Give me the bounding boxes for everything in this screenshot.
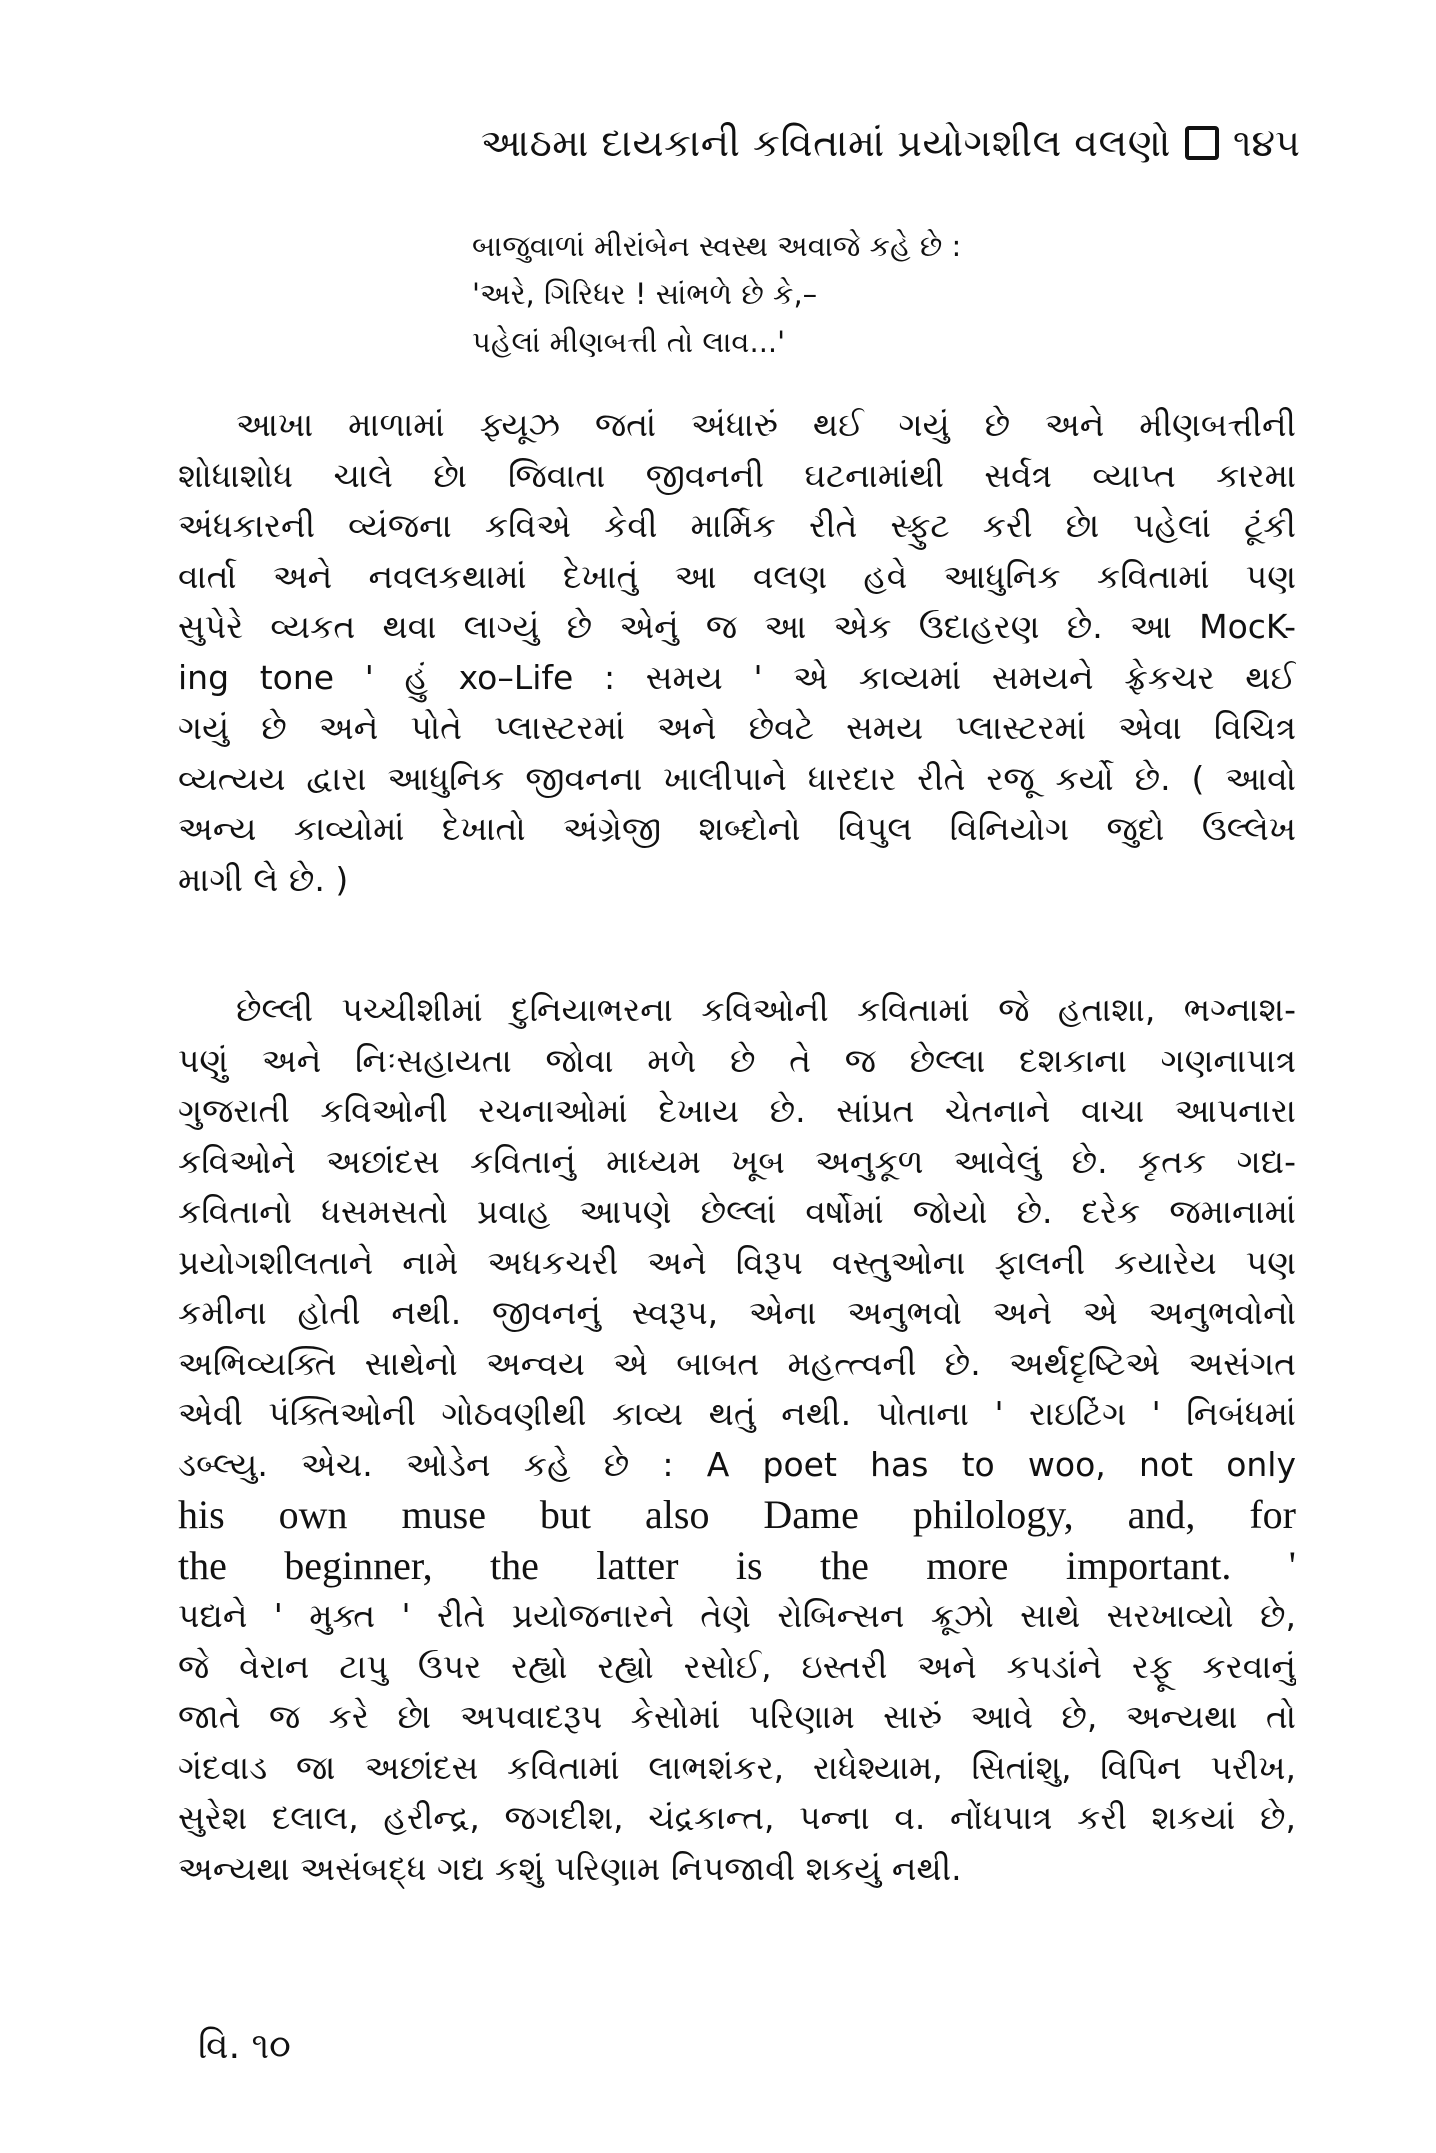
text-line: પદ્યને ' મુક્ત ' રીતે પ્રયોજનારને તેણે રોબિન્સન ક્રૂઝો સાથે સરખાવ્યો છે, xyxy=(178,1596,1296,1635)
text-line: ડબ્લ્યુ. એચ. ઓડેન કહે છે : A poet has to woo, not only xyxy=(178,1444,1296,1484)
text-line: માગી લે છે. ) xyxy=(178,859,349,899)
text-line: એવી પંક્તિઓની ગોઠવણીથી કાવ્ય થતું નથી. પોતાના ' રાઇટિંગ ' નિબંધમાં xyxy=(178,1394,1296,1433)
quote-line: બાજુવાળાં મીરાંબેન સ્વસ્થ અવાજે કહે છે : xyxy=(472,229,962,263)
text-line: ગુજરાતી કવિઓની રચનાઓમાં દેખાય છે. સાંપ્રત ચેતનાને વાચા આપનારા xyxy=(178,1091,1296,1130)
paragraph-2 xyxy=(178,985,1296,1995)
signature-mark: વિ. ૧૦ xyxy=(198,2026,291,2067)
text-line: શોધાશોધ ચાલે છે। જિવાતા જીવનની ઘટનામાંથી સર્વત્ર વ્યાપ્ત કારમા xyxy=(178,455,1296,495)
text-line: અંધકારની વ્યંજના કવિએ કેવી માર્મિક રીતે સ્ફુટ કરી છે। પહેલાં ટૂંકી xyxy=(178,506,1296,545)
text-line: જાતે જ કરે છે। અપવાદરૂપ કેસોમાં પરિણામ સારું આવે છે, અન્યથા તો xyxy=(178,1697,1296,1736)
page-number: ૧૪૫ xyxy=(1232,121,1300,165)
square-ornament-icon xyxy=(1185,126,1219,160)
text-line: વાર્તા અને નવલકથામાં દેખાતું આ વલણ હવે આધુનિક કવિતામાં પણ xyxy=(178,556,1296,596)
text-line: જે વેરાન ટાપુ ઉપર રહ્યો રહ્યો રસોઈ, ઇસ્તરી અને કપડાંને રફૂ કરવાનું xyxy=(178,1646,1296,1686)
running-header xyxy=(420,118,1300,168)
text-line: કવિઓને અછાંદસ કવિતાનું માધ્યમ ખૂબ અનુકૂળ આવેલું છે. કૃતક ગદ્ય- xyxy=(178,1141,1296,1181)
text-line: ગંદવાડ જ। અછાંદસ કવિતામાં લાભશંકર, રાધેશ્યામ, સિતાંશુ, વિપિન પરીખ, xyxy=(178,1747,1296,1787)
chapter-title: આઠમા દાયકાની કવિતામાં પ્રયોગશીલ વલણો xyxy=(480,121,1171,165)
text-line: આખા માળામાં ફ્યૂઝ જતાં અંધારું થઈ ગયું છે અને મીણબત્તીની xyxy=(236,405,1296,444)
text-line: અન્યથા અસંબદ્ધ ગદ્ય કશું પરિણામ નિપજાવી શકયું નથી. xyxy=(178,1848,962,1888)
text-line-english: his own muse but also Dame philology, and, for xyxy=(178,1492,1296,1537)
quote-line: પહેલાં મીણબત્તી તો લાવ...' xyxy=(472,325,786,359)
text-line: સુરેશ દલાલ, હરીન્દ્ર, જગદીશ, ચંદ્રકાન્ત, પન્ના વ. નોંધપાત્ર કરી શકયાં છે, xyxy=(178,1798,1296,1837)
text-line-english: the beginner, the latter is the more important. ' xyxy=(178,1542,1296,1588)
paragraph-1 xyxy=(178,400,1296,960)
text-line: વ્યત્યય દ્વારા આધુનિક જીવનના ખાલીપાને ધારદાર રીતે રજૂ કર્યો છે. ( આવો xyxy=(178,758,1296,798)
text-line: અન્ય કાવ્યોમાં દેખાતો અંગ્રેજી શબ્દોનો વિપુલ વિનિયોગ જુદો ઉલ્લેખ xyxy=(178,809,1296,848)
text-line: કમીના હોતી નથી. જીવનનું સ્વરૂપ, એના અનુભવો અને એ અનુભવોનો xyxy=(178,1293,1296,1332)
text-line: સુપેરે વ્યકત થવા લાગ્યું છે એનું જ આ એક ઉદાહરણ છે. આ MocK- xyxy=(178,607,1296,646)
text-line: કવિતાનો ધસમસતો પ્રવાહ આપણે છેલ્લાં વર્ષોમાં જોયો છે. દરેક જમાનામાં xyxy=(178,1192,1296,1231)
block-quote xyxy=(472,222,1172,366)
text-line: છેલ્લી પચ્ચીશીમાં દુનિયાભરના કવિઓની કવિતામાં જે હતાશા, ભગ્નાશ- xyxy=(236,990,1296,1029)
text-line: ing tone ' હું xo–Life : સમય ' એ કાવ્યમાં સમયને ફ્રેકચર થઈ xyxy=(178,657,1296,697)
text-line: અભિવ્યક્તિ સાથેનો અન્વય એ બાબત મહત્ત્વની છે. અર્થદૃષ્ટિએ અસંગત xyxy=(178,1343,1296,1383)
quote-line: 'અરે, ગિરિધર ! સાંભળે છે કે,– xyxy=(472,277,818,311)
text-line: પણું અને નિઃસહાયતા જોવા મળે છે તે જ છેલ્લા દશકાના ગણનાપાત્ર xyxy=(178,1040,1296,1080)
text-line: પ્રયોગશીલતાને નામે અધકચરી અને વિરૂપ વસ્તુઓના ફાલની કયારેય પણ xyxy=(178,1242,1296,1282)
text-line: ગયું છે અને પોતે પ્લાસ્ટરમાં અને છેવટે સમય પ્લાસ્ટરમાં એવા વિચિત્ર xyxy=(178,708,1296,747)
